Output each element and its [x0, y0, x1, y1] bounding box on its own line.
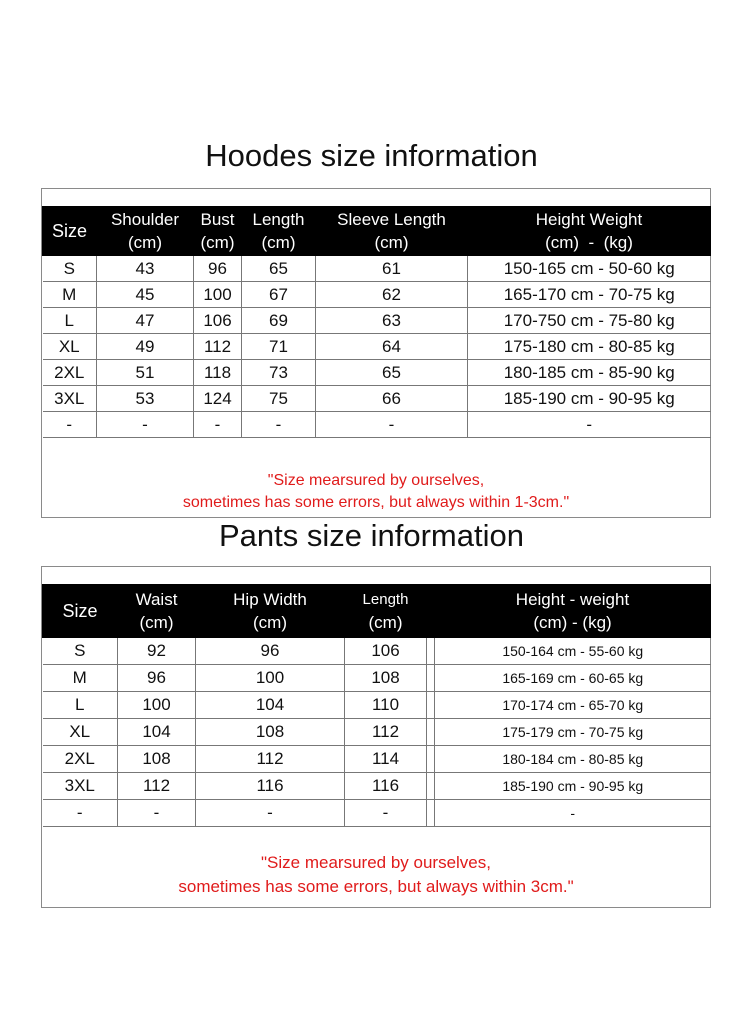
hoodies-measurement-note [42, 470, 710, 514]
cell-shoulder: 43 [97, 256, 194, 282]
header-size: Size [43, 585, 118, 638]
header-label: Length [362, 590, 409, 608]
cell-length: - [242, 412, 316, 438]
cell-length: 75 [242, 386, 316, 412]
cell-waist: 96 [118, 665, 196, 692]
cell-length: 106 [345, 638, 427, 665]
cell-hip: - [196, 800, 345, 827]
cell-length: 114 [345, 746, 427, 773]
cell-size: S [43, 638, 118, 665]
cell-size: 2XL [43, 360, 97, 386]
hoodies-size-panel [41, 188, 711, 518]
pants-title: Pants size information [219, 518, 524, 553]
cell-gap [427, 773, 435, 800]
header-unit: (cm) [128, 233, 162, 252]
cell-length: - [345, 800, 427, 827]
cell-hip: 112 [196, 746, 345, 773]
table-row [43, 665, 711, 692]
cell-waist: 92 [118, 638, 196, 665]
table-row [43, 256, 711, 282]
table-row [43, 412, 711, 438]
cell-bust: - [194, 412, 242, 438]
cell-sleeve: 66 [316, 386, 468, 412]
cell-hip: 108 [196, 719, 345, 746]
pants-measurement-note [42, 851, 710, 899]
header-bust [194, 207, 242, 256]
cell-length: 67 [242, 282, 316, 308]
cell-sleeve: 64 [316, 334, 468, 360]
cell-height-weight: 170-750 cm - 75-80 kg [468, 308, 711, 334]
cell-waist: 112 [118, 773, 196, 800]
cell-bust: 96 [194, 256, 242, 282]
header-label: Shoulder [110, 210, 180, 229]
cell-gap [427, 800, 435, 827]
cell-length: 108 [345, 665, 427, 692]
header-unit: (cm) [253, 613, 287, 632]
cell-height-weight: 185-190 cm - 90-95 kg [435, 773, 711, 800]
note-line: "Size mearsured by ourselves, [267, 472, 485, 489]
cell-size: XL [43, 334, 97, 360]
header-label: Sleeve Length [337, 210, 446, 229]
cell-sleeve: 62 [316, 282, 468, 308]
table-row [43, 719, 711, 746]
table-row [43, 692, 711, 719]
table-row [43, 386, 711, 412]
header-label: Length [252, 210, 305, 229]
cell-hip: 96 [196, 638, 345, 665]
cell-height-weight: 180-185 cm - 85-90 kg [468, 360, 711, 386]
pants-size-panel [41, 566, 711, 908]
cell-shoulder: 51 [97, 360, 194, 386]
table-row [43, 746, 711, 773]
header-label: Height - weight [515, 590, 630, 609]
cell-length: 69 [242, 308, 316, 334]
cell-size: L [43, 308, 97, 334]
hoodies-size-table [42, 206, 711, 438]
cell-size: 2XL [43, 746, 118, 773]
cell-bust: 118 [194, 360, 242, 386]
table-row [43, 360, 711, 386]
header-height-weight [468, 207, 711, 256]
cell-waist: 104 [118, 719, 196, 746]
header-unit: (cm) [261, 233, 296, 252]
header-unit: (cm) [368, 612, 403, 632]
cell-height-weight: - [468, 412, 711, 438]
cell-length: 112 [345, 719, 427, 746]
header-unit: (cm) [200, 233, 235, 252]
header-label: Waist [135, 590, 178, 609]
header-sleeve-length [316, 207, 468, 256]
header-hip-width [196, 585, 345, 638]
cell-hip: 116 [196, 773, 345, 800]
cell-length: 65 [242, 256, 316, 282]
header-waist [118, 585, 196, 638]
cell-shoulder: 53 [97, 386, 194, 412]
cell-sleeve: - [316, 412, 468, 438]
table-row [43, 638, 711, 665]
cell-shoulder: - [97, 412, 194, 438]
cell-size: M [43, 282, 97, 308]
cell-gap [427, 692, 435, 719]
header-height-weight [435, 585, 711, 638]
cell-shoulder: 45 [97, 282, 194, 308]
cell-height-weight: - [435, 800, 711, 827]
cell-gap [427, 665, 435, 692]
header-length [345, 585, 427, 638]
cell-shoulder: 49 [97, 334, 194, 360]
cell-bust: 124 [194, 386, 242, 412]
header-label: Height Weight [535, 210, 643, 229]
table-row [43, 308, 711, 334]
header-unit: (cm) [374, 233, 409, 252]
table-header-row [43, 207, 711, 256]
cell-sleeve: 63 [316, 308, 468, 334]
header-label: Bust [200, 210, 235, 229]
cell-height-weight: 185-190 cm - 90-95 kg [468, 386, 711, 412]
cell-gap [427, 746, 435, 773]
note-line: sometimes has some errors, but always within 3cm." [178, 877, 574, 896]
header-unit: (cm) [139, 613, 174, 632]
cell-height-weight: 150-164 cm - 55-60 kg [435, 638, 711, 665]
cell-height-weight: 170-174 cm - 65-70 kg [435, 692, 711, 719]
cell-height-weight: 180-184 cm - 80-85 kg [435, 746, 711, 773]
table-row [43, 334, 711, 360]
cell-size: L [43, 692, 118, 719]
hoodies-title: Hoodes size information [205, 138, 538, 173]
header-shoulder [97, 207, 194, 256]
cell-waist: 108 [118, 746, 196, 773]
cell-size: XL [43, 719, 118, 746]
table-header-row [43, 585, 711, 638]
table-row [43, 773, 711, 800]
cell-bust: 100 [194, 282, 242, 308]
cell-hip: 100 [196, 665, 345, 692]
cell-sleeve: 61 [316, 256, 468, 282]
header-size: Size [43, 207, 97, 256]
header-unit: (cm) - (kg) [533, 613, 612, 632]
header-label: Hip Width [233, 590, 307, 609]
cell-bust: 106 [194, 308, 242, 334]
cell-size: S [43, 256, 97, 282]
cell-hip: 104 [196, 692, 345, 719]
cell-height-weight: 175-180 cm - 80-85 kg [468, 334, 711, 360]
cell-shoulder: 47 [97, 308, 194, 334]
cell-sleeve: 65 [316, 360, 468, 386]
cell-size: - [43, 800, 118, 827]
cell-length: 110 [345, 692, 427, 719]
cell-waist: - [118, 800, 196, 827]
cell-gap [427, 638, 435, 665]
cell-size: 3XL [43, 773, 118, 800]
header-length [242, 207, 316, 256]
pants-size-table [42, 584, 711, 827]
cell-bust: 112 [194, 334, 242, 360]
cell-size: - [43, 412, 97, 438]
header-gap [427, 585, 435, 638]
table-row [43, 282, 711, 308]
note-line: sometimes has some errors, but always within 1-3cm." [182, 494, 570, 511]
cell-height-weight: 175-179 cm - 70-75 kg [435, 719, 711, 746]
cell-length: 116 [345, 773, 427, 800]
header-unit: (cm) - (kg) [545, 233, 633, 252]
cell-gap [427, 719, 435, 746]
cell-size: M [43, 665, 118, 692]
cell-length: 73 [242, 360, 316, 386]
cell-height-weight: 165-170 cm - 70-75 kg [468, 282, 711, 308]
cell-height-weight: 150-165 cm - 50-60 kg [468, 256, 711, 282]
note-line: "Size mearsured by ourselves, [261, 853, 491, 872]
cell-height-weight: 165-169 cm - 60-65 kg [435, 665, 711, 692]
cell-size: 3XL [43, 386, 97, 412]
cell-waist: 100 [118, 692, 196, 719]
cell-length: 71 [242, 334, 316, 360]
table-row [43, 800, 711, 827]
